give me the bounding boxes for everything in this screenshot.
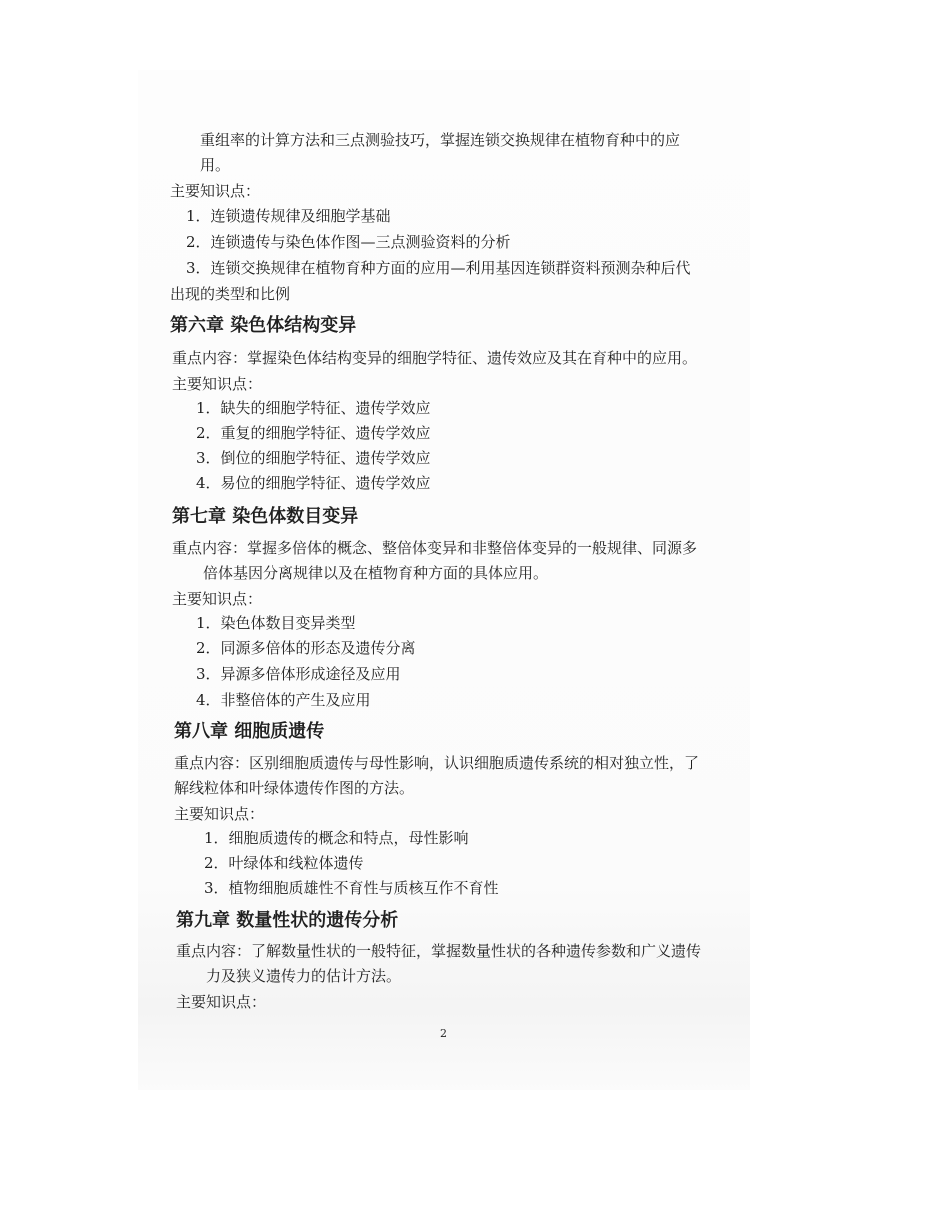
knowledge-point: 2．叶绿体和线粒体遗传: [204, 854, 364, 872]
chapter-7-focus-line-1: 重点内容：掌握多倍体的概念、整倍体变异和非整倍体变异的一般规律、同源多: [172, 539, 698, 557]
chapter-9-focus-line-2: 力及狭义遗传力的估计方法。: [206, 967, 402, 985]
knowledge-point: 2．同源多倍体的形态及遗传分离: [196, 639, 416, 657]
chapter-7-focus-line-2: 倍体基因分离规律以及在植物育种方面的具体应用。: [203, 564, 549, 582]
knowledge-point: 4．易位的细胞学特征、遗传学效应: [196, 474, 431, 492]
knowledge-point: 1．连锁遗传规律及细胞学基础: [186, 207, 391, 225]
knowledge-point: 1．染色体数目变异类型: [196, 614, 356, 632]
knowledge-point: 2．重复的细胞学特征、遗传学效应: [196, 424, 431, 442]
knowledge-label: 主要知识点：: [172, 375, 263, 393]
chapter-6-focus: 重点内容：掌握染色体结构变异的细胞学特征、遗传效应及其在育种中的应用。: [172, 349, 698, 367]
knowledge-point: 2．连锁遗传与染色体作图—三点测验资料的分析: [186, 233, 511, 251]
knowledge-label: 主要知识点：: [176, 993, 267, 1011]
knowledge-point: 1．缺失的细胞学特征、遗传学效应: [196, 399, 431, 417]
chapter-8-focus-line-1: 重点内容：区别细胞质遗传与母性影响，认识细胞质遗传系统的相对独立性，了: [174, 754, 700, 772]
continuation-text-line-2: 用。: [200, 156, 231, 174]
chapter-8-focus-line-2: 解线粒体和叶绿体遗传作图的方法。: [174, 779, 415, 797]
knowledge-point: 3．倒位的细胞学特征、遗传学效应: [196, 449, 431, 467]
continuation-text-line-1: 重组率的计算方法和三点测验技巧，掌握连锁交换规律在植物育种中的应: [200, 131, 681, 149]
knowledge-label: 主要知识点：: [170, 182, 261, 200]
knowledge-point: 4．非整倍体的产生及应用: [196, 691, 371, 709]
chapter-8-heading: 第八章 细胞质遗传: [174, 721, 325, 742]
knowledge-point: 3．植物细胞质雄性不育性与质核互作不育性: [204, 879, 499, 897]
chapter-7-heading: 第七章 染色体数目变异: [172, 506, 359, 527]
chapter-9-focus-line-1: 重点内容：了解数量性状的一般特征，掌握数量性状的各种遗传参数和广义遗传: [176, 942, 702, 960]
chapter-9-heading: 第九章 数量性状的遗传分析: [176, 910, 399, 931]
page-number: 2: [440, 1027, 447, 1040]
chapter-6-heading: 第六章 染色体结构变异: [170, 315, 357, 336]
knowledge-point: 出现的类型和比例: [170, 285, 291, 303]
knowledge-point: 3．连锁交换规律在植物育种方面的应用—利用基因连锁群资料预测杂种后代: [186, 259, 691, 277]
knowledge-label: 主要知识点：: [174, 805, 265, 823]
knowledge-label: 主要知识点：: [172, 590, 263, 608]
knowledge-point: 3．异源多倍体形成途径及应用: [196, 665, 401, 683]
knowledge-point: 1．细胞质遗传的概念和特点，母性影响: [204, 829, 469, 847]
